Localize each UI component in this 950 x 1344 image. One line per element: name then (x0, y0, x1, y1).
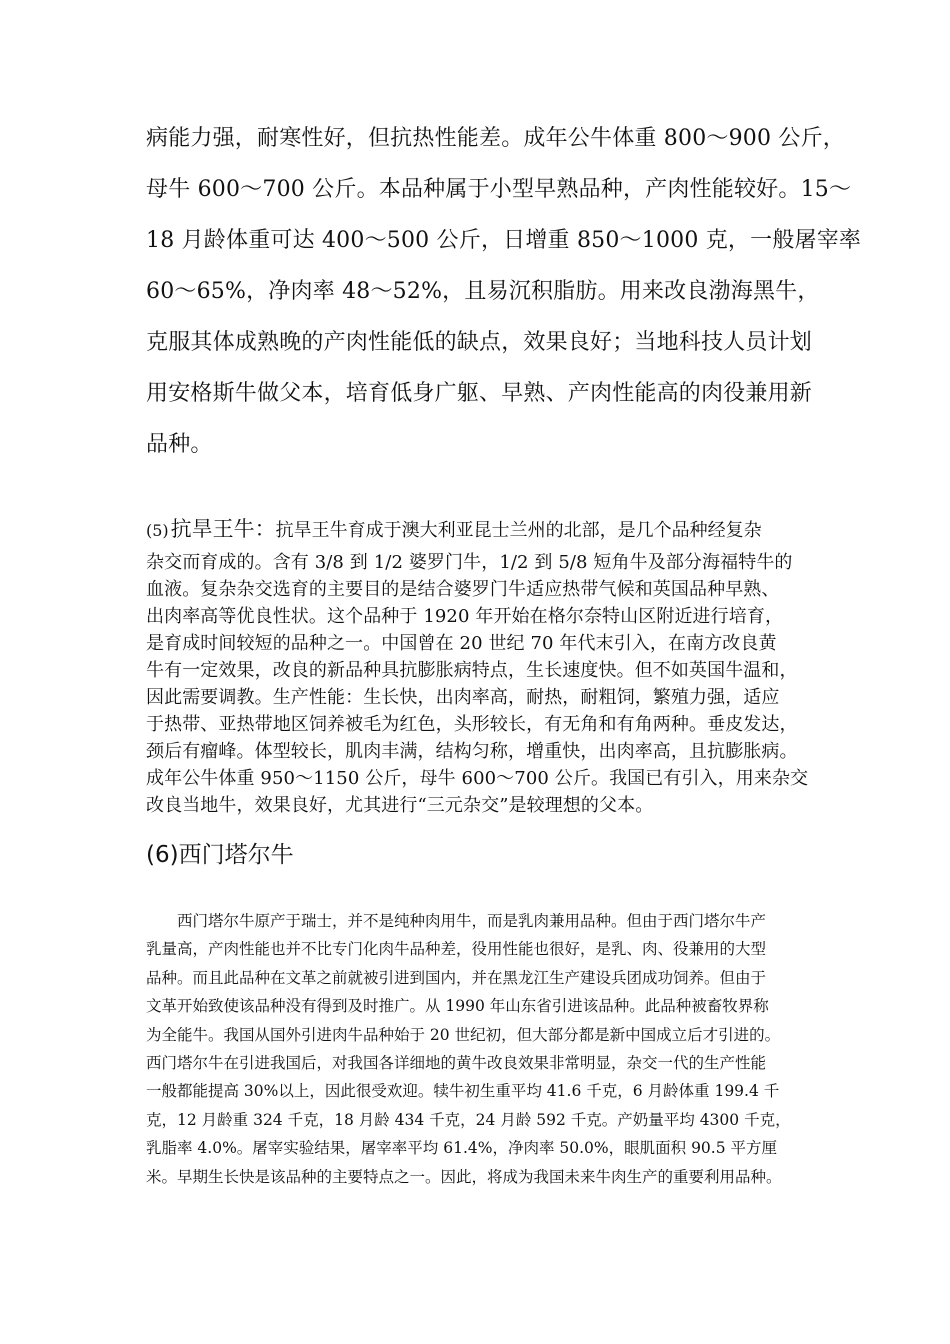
paragraph-section-3 (146, 907, 816, 1191)
text-line: 因此需要调教。生产性能：生长快，出肉率高，耐热，耐粗饲，繁殖力强，适应 (146, 687, 780, 708)
section-2-number: (5) (146, 521, 169, 540)
text-line: 克服其体成熟晚的产肉性能低的缺点，效果良好；当地科技人员计划 (146, 330, 813, 355)
text-line: 颈后有瘤峰。体型较长，肌肉丰满，结构匀称，增重快，出肉率高，且抗膨胀病。 (146, 741, 798, 762)
text-line: 西门塔尔牛在引进我国后，对我国各详细地的黄牛改良效果非常明显，杂交一代的生产性能 (146, 1053, 767, 1072)
text-line: 文革开始致使该品种没有得到及时推广。从 1990 年山东省引进该品种。此品种被畜牧界称 (146, 997, 769, 1016)
text-line: 血液。复杂杂交选育的主要目的是结合婆罗门牛适应热带气候和英国品种早熟、 (146, 579, 780, 600)
text-line: 成年公牛体重 950～1150 公斤，母牛 600～700 公斤。我国已有引入，用来杂交 (146, 768, 809, 789)
section-2-first-line: 抗旱王牛育成于澳大利亚昆士兰州的北部，是几个品种经复杂 (275, 520, 762, 541)
paragraph-section-1 (146, 113, 862, 470)
text-line: 品种。 (146, 432, 213, 457)
text-line: 用安格斯牛做父本，培育低身广躯、早熟、产肉性能高的肉役兼用新 (146, 381, 813, 406)
text-line: 出肉率高等优良性状。这个品种于 1920 年开始在格尔奈特山区附近进行培育， (146, 606, 784, 627)
text-line: 品种。而且此品种在文革之前就被引进到国内，并在黑龙江生产建设兵团成功饲养。但由于 (146, 968, 767, 987)
section-2-title: 抗旱王牛： (170, 517, 276, 541)
section-2-heading-line (146, 514, 762, 546)
text-line: 西门塔尔牛原产于瑞士，并不是纯种肉用牛，而是乳肉兼用品种。但由于西门塔尔牛产 (177, 912, 767, 930)
text-line: 于热带、亚热带地区饲养被毛为红色，头形较长，有无角和有角两种。垂皮发达， (146, 714, 798, 735)
text-line: 是育成时间较短的品种之一。中国曾在 20 世纪 70 年代末引入，在南方改良黄 (146, 633, 777, 654)
text-line: 18 月龄体重可达 400～500 公斤，日增重 850～1000 克，一般屠宰率 (146, 228, 862, 253)
text-line: 60～65%，净肉率 48～52%，且易沉积脂肪。用来改良渤海黑牛， (146, 279, 820, 304)
text-line: 乳脂率 4.0%。屠宰实验结果，屠宰率平均 61.4%，净肉率 50.0%，眼肌面积 90.5 平方厘 (146, 1139, 778, 1158)
text-line: 克，12 月龄重 324 千克，18 月龄 434 千克，24 月龄 592 千克。产奶量平均 4300 千克， (146, 1110, 791, 1129)
text-line: 乳量高，产肉性能也并不比专门化肉牛品种差，役用性能也很好，是乳、肉、役兼用的大型 (146, 940, 767, 959)
text-line: 母牛 600～700 公斤。本品种属于小型早熟品种，产肉性能较好。15～ (146, 177, 852, 202)
text-line: 一般都能提高 30%以上，因此很受欢迎。犊牛初生重平均 41.6 千克，6 月龄体重 199.4 千 (146, 1082, 780, 1101)
text-line: 杂交而育成的。含有 3/8 到 1/2 婆罗门牛，1/2 到 5/8 短角牛及部分海福特牛的 (146, 552, 793, 573)
paragraph-section-2 (146, 549, 816, 819)
text-line: 改良当地牛，效果良好，尤其进行“三元杂交”是较理想的父本。 (146, 795, 654, 816)
text-line: 牛有一定效果，改良的新品种具抗膨胀病特点，生长速度快。但不如英国牛温和， (146, 660, 798, 681)
section-3-heading: (6)西门塔尔牛 (146, 842, 294, 868)
text-line: 为全能牛。我国从国外引进肉牛品种始于 20 世纪初，但大部分都是新中国成立后才引进的。 (146, 1025, 781, 1044)
text-line: 米。早期生长快是该品种的主要特点之一。因此，将成为我国未来牛肉生产的重要利用品种。 (146, 1167, 782, 1186)
text-line: 病能力强，耐寒性好，但抗热性能差。成年公牛体重 800～900 公斤， (146, 126, 845, 151)
